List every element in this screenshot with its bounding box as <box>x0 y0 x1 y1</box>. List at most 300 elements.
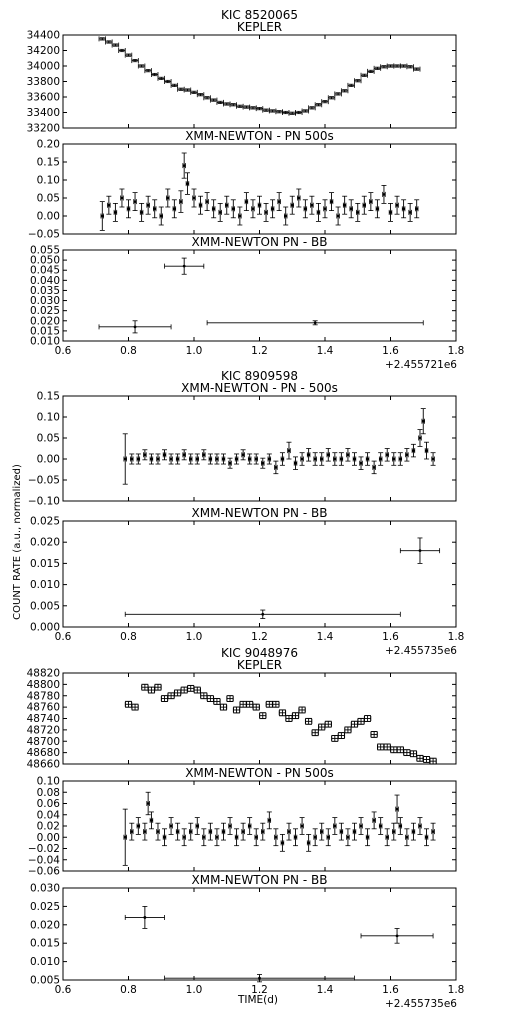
y-tick-label: 48700 <box>26 735 60 748</box>
data-marker <box>297 197 300 200</box>
data-point <box>198 196 203 214</box>
data-point <box>385 449 390 462</box>
x-tick-label: 0.6 <box>54 984 72 996</box>
y-tick-label: 0.20 <box>36 138 60 151</box>
data-marker <box>294 836 297 839</box>
data-point <box>267 454 272 464</box>
data-point <box>201 450 206 460</box>
data-marker <box>163 836 166 839</box>
y-tick-label: 0.10 <box>36 775 60 788</box>
data-marker <box>196 825 199 828</box>
panel-title: XMM-NEWTON PN - BB <box>191 506 328 520</box>
data-point <box>247 454 252 464</box>
data-marker <box>288 830 291 833</box>
data-point <box>273 461 278 474</box>
data-point <box>214 698 221 704</box>
data-point <box>266 701 273 707</box>
data-point <box>201 829 206 846</box>
data-point <box>145 68 152 73</box>
y-tick-label: 34200 <box>26 45 60 57</box>
data-marker <box>409 211 412 214</box>
data-point <box>341 88 348 93</box>
data-point <box>182 450 187 460</box>
data-point <box>430 758 437 764</box>
data-point <box>326 449 331 462</box>
data-marker <box>150 819 153 822</box>
y-tick-label: 33600 <box>26 91 60 104</box>
data-marker <box>274 466 277 469</box>
data-point <box>276 109 283 114</box>
data-marker <box>101 215 104 218</box>
data-point <box>240 701 247 707</box>
data-point <box>241 823 246 840</box>
plot-frame <box>63 396 456 501</box>
data-point <box>155 823 160 840</box>
data-marker <box>373 819 376 822</box>
data-point <box>345 449 350 462</box>
data-point <box>292 713 299 719</box>
data-point <box>381 64 388 69</box>
data-point <box>218 203 223 221</box>
data-point <box>188 454 193 464</box>
data-point <box>283 207 288 225</box>
data-marker <box>327 453 330 456</box>
data-point <box>378 453 383 466</box>
y-tick-label: 48800 <box>26 678 60 691</box>
data-point <box>404 750 411 756</box>
data-marker <box>222 830 225 833</box>
data-marker <box>160 215 163 218</box>
data-marker <box>396 808 399 811</box>
data-point <box>162 829 167 846</box>
data-point <box>315 102 322 107</box>
y-tick-label: −0.06 <box>27 865 60 878</box>
data-point <box>138 64 145 69</box>
data-point <box>375 200 380 218</box>
data-point <box>411 444 416 457</box>
data-marker <box>274 836 277 839</box>
data-point <box>246 701 253 707</box>
data-point <box>228 818 233 835</box>
data-point <box>400 538 439 563</box>
data-point <box>184 88 191 93</box>
data-point <box>293 829 298 846</box>
data-marker <box>304 207 307 210</box>
data-point <box>306 834 311 851</box>
x-tick-label: 0.6 <box>54 345 72 357</box>
data-point <box>345 727 352 733</box>
data-marker <box>137 458 140 461</box>
data-marker <box>124 836 127 839</box>
data-marker <box>153 207 156 210</box>
data-point <box>165 189 170 207</box>
data-point <box>133 193 138 211</box>
plot-frame <box>63 250 456 341</box>
data-marker <box>147 204 150 207</box>
x-tick-label: 0.8 <box>120 345 137 357</box>
y-tick-label: 0.050 <box>29 254 60 267</box>
y-tick-label: 0.025 <box>29 305 60 318</box>
y-tick-label: 0.015 <box>29 325 60 338</box>
data-marker <box>127 207 130 210</box>
data-marker <box>386 836 389 839</box>
data-marker <box>347 453 350 456</box>
data-point <box>233 707 240 713</box>
data-marker <box>392 458 395 461</box>
data-marker <box>258 204 261 207</box>
data-marker <box>222 458 225 461</box>
data-marker <box>202 453 205 456</box>
data-point <box>273 701 280 707</box>
y-tick-label: 33200 <box>26 122 60 135</box>
data-point <box>194 687 201 693</box>
data-marker <box>402 207 405 210</box>
data-marker <box>176 458 179 461</box>
data-marker <box>137 825 140 828</box>
y-tick-label: 48660 <box>26 758 60 771</box>
data-marker <box>373 466 376 469</box>
panel-title: XMM-NEWTON PN - BB <box>191 873 328 887</box>
data-marker <box>405 836 408 839</box>
data-marker <box>396 204 399 207</box>
data-point <box>123 434 128 484</box>
data-point <box>254 454 259 464</box>
data-point <box>234 454 239 464</box>
data-point <box>205 193 210 211</box>
data-point <box>391 823 396 840</box>
data-point <box>299 707 306 713</box>
data-point <box>361 928 433 943</box>
data-point <box>424 829 429 846</box>
data-marker <box>294 462 297 465</box>
data-marker <box>143 453 146 456</box>
plot-frame <box>63 781 456 871</box>
data-marker <box>291 204 294 207</box>
data-marker <box>422 420 425 423</box>
x-axis-label: TIME(d) <box>237 994 279 1006</box>
data-point <box>214 829 219 846</box>
y-tick-label: 0.00 <box>36 210 60 223</box>
data-point <box>280 834 285 851</box>
y-tick-label: 48720 <box>26 724 60 737</box>
data-marker <box>360 825 363 828</box>
y-tick-label: 0.020 <box>29 315 60 328</box>
data-point <box>328 95 335 100</box>
data-marker <box>288 449 291 452</box>
data-point <box>296 189 301 207</box>
data-point <box>280 453 285 466</box>
data-point <box>191 90 198 95</box>
data-marker <box>284 215 287 218</box>
data-marker <box>419 549 422 552</box>
data-marker <box>121 197 124 200</box>
data-point <box>417 755 424 761</box>
data-point <box>391 747 398 753</box>
y-tick-label: 0.08 <box>36 786 60 799</box>
data-point <box>338 733 345 739</box>
data-point <box>273 829 278 846</box>
data-point <box>319 823 324 840</box>
data-point <box>210 98 217 103</box>
data-point <box>171 83 178 88</box>
panel-title: XMM-NEWTON PN - BB <box>191 235 328 249</box>
y-tick-label: 0.035 <box>29 284 60 297</box>
y-tick-label: 0.015 <box>29 937 60 950</box>
data-point <box>253 704 260 710</box>
y-tick-label: −0.02 <box>27 843 60 855</box>
panel-title: XMM-NEWTON - PN 500s <box>185 766 334 780</box>
data-marker <box>405 453 408 456</box>
panel-xmm-pn-bb-8909598 <box>30 506 464 657</box>
data-point <box>178 87 185 92</box>
data-marker <box>252 207 255 210</box>
y-tick-label: 0.010 <box>29 335 60 348</box>
data-marker <box>199 204 202 207</box>
panel-title: KIC 8909598 <box>220 369 299 383</box>
data-point <box>277 193 282 211</box>
data-point <box>352 823 357 840</box>
data-marker <box>432 458 435 461</box>
data-point <box>243 105 250 110</box>
data-point <box>125 906 164 928</box>
data-marker <box>196 458 199 461</box>
data-point <box>313 829 318 846</box>
data-marker <box>202 836 205 839</box>
data-marker <box>320 458 323 461</box>
data-point <box>345 829 350 846</box>
data-point <box>306 449 311 462</box>
data-point <box>201 693 208 699</box>
data-marker <box>258 977 261 980</box>
x-tick-label: 1.0 <box>185 984 203 996</box>
data-point <box>407 64 414 69</box>
data-point <box>421 409 426 434</box>
data-point <box>293 457 298 470</box>
data-marker <box>157 830 160 833</box>
data-point <box>371 731 378 737</box>
data-marker <box>176 830 179 833</box>
data-marker <box>340 458 343 461</box>
data-marker <box>314 836 317 839</box>
data-point <box>148 687 155 693</box>
data-point <box>368 193 373 211</box>
data-marker <box>209 458 212 461</box>
data-point <box>181 687 188 693</box>
x-offset-label: +2.455721e6 <box>384 359 457 371</box>
data-point <box>106 39 113 44</box>
data-point <box>136 818 141 835</box>
data-point <box>146 196 151 214</box>
data-marker <box>271 207 274 210</box>
data-marker <box>261 830 264 833</box>
data-point <box>182 153 187 178</box>
data-point <box>431 823 436 840</box>
data-point <box>282 110 289 115</box>
data-marker <box>425 449 428 452</box>
y-tick-label: 0.030 <box>29 882 60 895</box>
data-point <box>414 200 419 218</box>
data-point <box>185 173 190 195</box>
data-marker <box>419 825 422 828</box>
data-marker <box>399 825 402 828</box>
data-point <box>395 196 400 214</box>
data-point <box>354 78 361 83</box>
data-marker <box>353 458 356 461</box>
data-marker <box>317 211 320 214</box>
data-point <box>129 454 134 464</box>
x-tick-label: 0.8 <box>120 984 137 996</box>
data-point <box>158 76 165 81</box>
data-point <box>377 744 384 750</box>
data-point <box>155 454 160 464</box>
data-point <box>342 196 347 214</box>
data-marker <box>330 200 333 203</box>
data-marker <box>114 211 117 214</box>
data-point <box>175 823 180 840</box>
data-marker <box>248 825 251 828</box>
y-tick-label: 0.015 <box>29 557 60 570</box>
data-marker <box>189 830 192 833</box>
data-marker <box>170 825 173 828</box>
data-marker <box>392 830 395 833</box>
data-point <box>220 704 227 710</box>
data-point <box>309 196 314 214</box>
y-tick-label: −0.04 <box>27 854 60 867</box>
panel-subtitle: KEPLER <box>236 20 283 34</box>
data-marker <box>107 204 110 207</box>
data-point <box>325 721 332 727</box>
data-point <box>228 458 233 468</box>
data-point <box>387 64 394 69</box>
data-point <box>195 454 200 464</box>
y-tick-label: 0.025 <box>29 900 60 913</box>
data-point <box>106 196 111 214</box>
data-point <box>165 258 204 274</box>
data-marker <box>124 458 127 461</box>
data-marker <box>363 204 366 207</box>
data-marker <box>366 836 369 839</box>
data-point <box>395 795 400 823</box>
x-tick-label: 1.2 <box>251 631 268 643</box>
data-point <box>188 823 193 840</box>
data-point <box>197 92 204 97</box>
panel-title: KIC 9048976 <box>220 646 299 660</box>
data-point <box>125 53 132 58</box>
data-point <box>161 696 168 702</box>
data-marker <box>183 265 186 268</box>
data-point <box>263 108 270 113</box>
y-tick-label: 34000 <box>26 60 60 73</box>
x-tick-label: 1.4 <box>316 984 334 996</box>
data-point <box>269 108 276 113</box>
data-marker <box>383 193 386 196</box>
x-tick-label: 1.2 <box>251 345 268 357</box>
y-tick-label: 0.00 <box>36 831 60 844</box>
data-point <box>339 453 344 466</box>
data-point <box>374 66 381 71</box>
data-point <box>381 185 386 203</box>
data-point <box>241 450 246 460</box>
data-point <box>388 203 393 221</box>
data-marker <box>396 934 399 937</box>
x-tick-label: 1.8 <box>447 631 465 643</box>
data-marker <box>399 458 402 461</box>
data-marker <box>301 458 304 461</box>
data-marker <box>193 197 196 200</box>
y-tick-label: 0.055 <box>29 244 60 257</box>
data-marker <box>235 836 238 839</box>
data-marker <box>324 207 327 210</box>
data-point <box>119 189 124 207</box>
data-marker <box>183 453 186 456</box>
y-tick-label: 48760 <box>26 701 60 714</box>
data-marker <box>343 204 346 207</box>
data-marker <box>314 458 317 461</box>
panel-xmm-pn-bb-8520065 <box>30 235 464 371</box>
y-tick-label: 0.05 <box>36 432 60 445</box>
data-marker <box>173 207 176 210</box>
data-point <box>175 454 180 464</box>
data-point <box>424 442 429 459</box>
data-point <box>309 105 316 110</box>
data-point <box>362 196 367 214</box>
data-point <box>417 818 422 835</box>
data-point <box>305 718 312 724</box>
y-tick-label: 0.10 <box>36 174 60 187</box>
y-tick-label: 0.020 <box>29 536 60 549</box>
data-point <box>119 48 126 53</box>
panel-xmm-pn-bb-9048976 <box>30 873 464 1010</box>
data-marker <box>432 830 435 833</box>
data-point <box>391 453 396 466</box>
data-point <box>142 684 149 690</box>
x-tick-label: 1.6 <box>382 984 399 996</box>
data-marker <box>219 211 222 214</box>
data-marker <box>412 830 415 833</box>
data-point <box>410 751 417 757</box>
data-point <box>335 91 342 96</box>
x-tick-label: 1.2 <box>251 984 268 996</box>
data-point <box>113 203 118 221</box>
data-marker <box>314 321 317 324</box>
data-point <box>195 818 200 835</box>
data-marker <box>229 462 232 465</box>
data-marker <box>143 916 146 919</box>
data-point <box>207 696 214 702</box>
x-offset-label: +2.455735e6 <box>384 645 457 657</box>
data-marker <box>360 462 363 465</box>
data-point <box>172 200 177 218</box>
y-tick-label: 48820 <box>26 667 60 680</box>
y-tick-label: −0.10 <box>27 495 60 508</box>
data-point <box>359 818 364 835</box>
panel-kepler-8520065 <box>27 8 456 135</box>
data-point <box>303 200 308 218</box>
data-point <box>250 105 257 110</box>
data-point <box>221 823 226 840</box>
y-tick-label: 0.010 <box>29 956 60 969</box>
data-point <box>372 461 377 474</box>
y-tick-label: 0.020 <box>29 919 60 932</box>
data-marker <box>180 200 183 203</box>
data-point <box>348 83 355 88</box>
y-tick-label: 48740 <box>26 713 60 725</box>
data-point <box>204 95 211 100</box>
data-point <box>378 818 383 835</box>
data-point <box>178 191 183 213</box>
y-tick-label: 0.010 <box>29 579 60 592</box>
data-point <box>100 202 105 231</box>
